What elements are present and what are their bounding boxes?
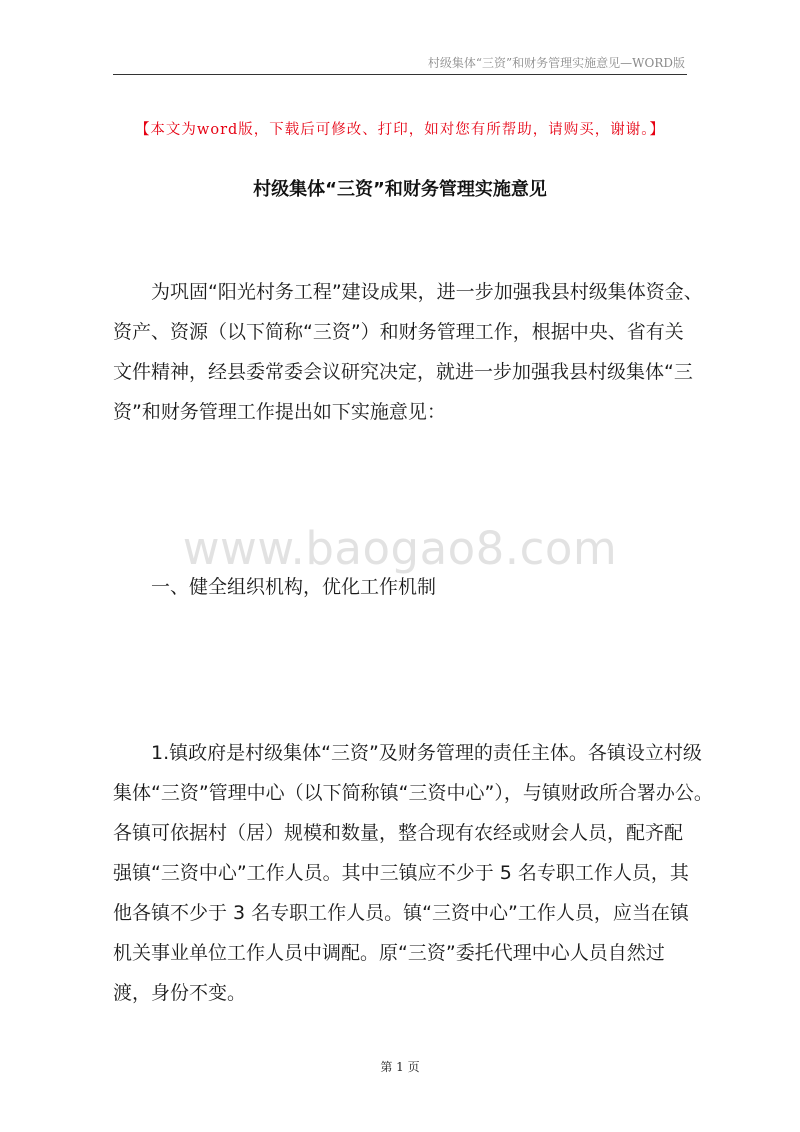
paragraph-line: 资产、资源（以下简称“三资”）和财务管理工作，根据中央、省有关 bbox=[113, 321, 684, 343]
paragraph-line: 他各镇不少于 3 名专职工作人员。镇“三资中心”工作人员，应当在镇 bbox=[113, 902, 689, 924]
item-1-paragraph bbox=[113, 733, 713, 1013]
intro-paragraph bbox=[113, 272, 703, 432]
page-number: 第 1 页 bbox=[380, 1060, 420, 1074]
paragraph-line: 强镇“三资中心”工作人员。其中三镇应不少于 5 名专职工作人员，其 bbox=[113, 862, 689, 884]
paragraph-line: 渡，身份不变。 bbox=[113, 982, 247, 1004]
paragraph-line: 集体“三资”管理中心（以下简称镇“三资中心”），与镇财政所合署办公。 bbox=[113, 782, 713, 804]
paragraph-line: 资”和财务管理工作提出如下实施意见： bbox=[113, 401, 446, 423]
section-heading: 一、健全组织机构，优化工作机制 bbox=[151, 576, 437, 598]
paragraph-line: 1.镇政府是村级集体“三资”及财务管理的责任主体。各镇设立村级 bbox=[151, 742, 702, 764]
paragraph-line: 各镇可依据村（居）规模和数量，整合现有农经或财会人员，配齐配 bbox=[113, 822, 684, 844]
download-notice: 【本文为word版，下载后可修改、打印，如对您有所帮助，请购买，谢谢。】 bbox=[134, 122, 666, 138]
document-title: 村级集体“三资”和财务管理实施意见 bbox=[253, 179, 547, 200]
paragraph-line: 为巩固“阳光村务工程”建设成果，进一步加强我县村级集体资金、 bbox=[151, 281, 703, 303]
running-header: 村级集体“三资”和财务管理实施意见—WORD版 bbox=[427, 56, 685, 70]
paragraph-line: 机关事业单位工作人员中调配。原“三资”委托代理中心人员自然过 bbox=[113, 942, 665, 964]
paragraph-line: 文件精神，经县委常委会议研究决定，就进一步加强我县村级集体“三 bbox=[113, 361, 693, 383]
watermark: www.baogao8.com bbox=[182, 522, 618, 575]
header-divider bbox=[113, 74, 687, 75]
